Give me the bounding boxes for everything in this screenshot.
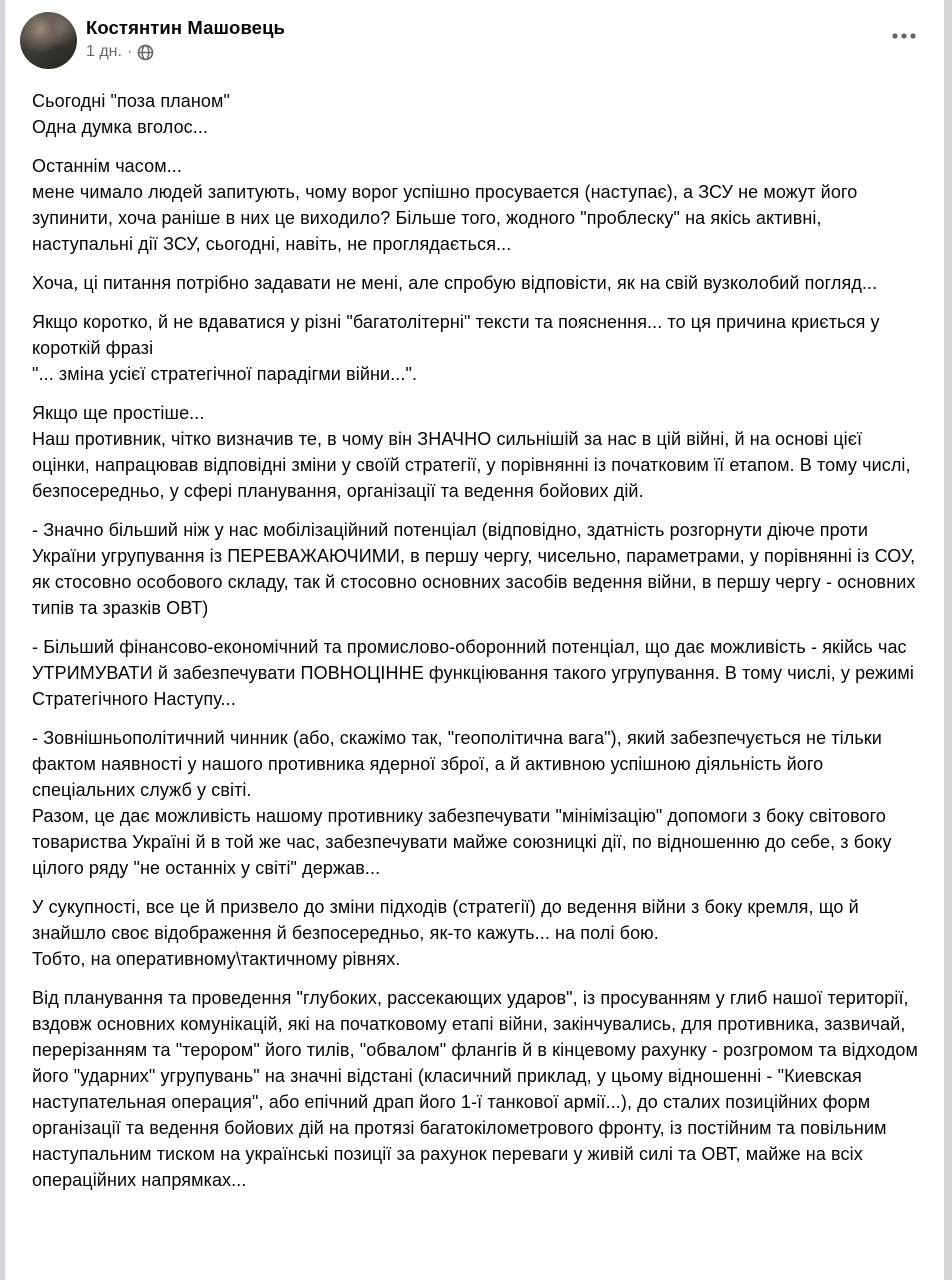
post-header [5,0,944,69]
post-text-line: Хоча, ці питання потрібно задавати не мені, але спробую відповісти, як на свій вузколобий погляд... [32,273,878,293]
meta-separator: · [126,43,133,60]
post-text-line: "... зміна усієї стратегічної парадігми війни...". [32,364,418,384]
avatar[interactable] [20,12,77,69]
post-text-line: - Зовнішньополітичний чинник (або, скажімо так, "геополітична вага"), який забезпечується не тільки фактом наявності у нашого противника ядерної зброї, а й активною успішною діяльність його спеціальних служб у світі. [32,728,882,800]
post-paragraph [32,725,920,881]
timestamp[interactable]: 1 дн. [86,43,122,60]
post-options-button[interactable] [884,12,924,52]
ellipsis-icon [890,28,918,46]
post-paragraph [32,517,920,621]
post-text-line: Разом, це дає можливість нашому противнику забезпечувати "мінімізацію" допомоги з боку світового товариства Україні й в той же час, забезпечувати майже союзницкі дії, по відношенню до себе, з боку цілого ряду "не останніх у світі" держав... [32,806,892,878]
post-card [5,0,944,1280]
post-paragraph [32,270,920,296]
author-name[interactable]: Костянтин Машовець [86,17,286,38]
post-paragraph [32,985,920,1193]
post-text-line: Останнім часом... [32,156,182,176]
post-text-line: - Більший фінансово-економічний та промислово-оборонний потенціал, що дає можливість - якійсь час УТРИМУВАТИ й забезпечувати ПОВНОЦІННЕ функціювання такого угрупування. В тому числі, у режимі Стратегічного Наступу... [32,637,914,709]
post-text-line: У сукупності, все це й призвело до зміни підходів (стратегії) до ведення війни з боку кремля, що й знайшло своє відображення й безпосередньо, як-то кажуть... на полі бою. [32,897,859,943]
post-text-line: Якщо коротко, й не вдаватися у різні "багатолітерні" тексти та пояснення... то ця причина криється у короткій фразі [32,312,880,358]
post-text-line: - Значно більший ніж у нас мобілізаційний потенціал (відповідно, здатність розгорнути діюче проти України угрупування із ПЕРЕВАЖАЮЧИМИ, в першу чергу, чисельно, параметрами, у порівнянні із СОУ, як стосовно особового складу, так й стосовно основних засобів ведення війни, в першу чергу - основних типів та зразків ОВТ) [32,520,916,618]
post-text-line: Сьогодні "поза планом" [32,91,231,111]
post-text-line: Тобто, на оперативному\тактичному рівнях. [32,949,401,969]
post-paragraph [32,88,920,140]
post-text-line: Наш противник, чітко визначив те, в чому він ЗНАЧНО сильнішій за нас в цій війні, й на основі цієї оцінки, напрацював відповідні зміни у своїй стратегії, у порівнянні із початковим її етапом. В тому числі, безпосередньо, у сфері планування, організації та ведення бойових дій. [32,429,911,501]
post-paragraph [32,153,920,257]
post-text-line: Якщо ще простіше... [32,403,205,423]
post-paragraph [32,634,920,712]
post-meta [86,42,884,62]
post-text-line: мене чимало людей запитують, чому ворог успішно просувается (наступає), а ЗСУ не можут його зупинити, хоча раніше в них це виходило? Більше того, жодного "проблеску" на якісь активні, наступальні дії ЗСУ, сьогодні, навіть, не проглядається... [32,182,858,254]
post-paragraph [32,400,920,504]
post-paragraph [32,894,920,972]
post-text-line: Від планування та проведення "глубоких, рассекающих ударов", із просуванням у глиб нашої території, вздовж основних комунікацій, які на початковому етапі війни, закінчувались, для противника, зазвичай, перерізанням та "терором" його тилів, "обвалом" флангів й в кінцевому рахунку - розгромом та відходом його "ударних" угрупувань" на значні відстані (класичний приклад, у цьому відношенні - "Киевская наступательная операция", або епічний драп його 1-ї танкової армії...), до сталих позиційних форм організації та ведення бойових дій на протязі багатокілометрового фронту, із постійним та повільним наступальним тиском на українські позиції за рахунок переваги у живій силі та ОВТ, майже на всіх операційних напрямках... [32,988,919,1190]
post-paragraph [32,309,920,387]
post-body [5,88,944,1193]
post-text-line: Одна думка вголос... [32,117,209,137]
globe-icon [137,44,154,61]
post-header-text [86,12,884,62]
